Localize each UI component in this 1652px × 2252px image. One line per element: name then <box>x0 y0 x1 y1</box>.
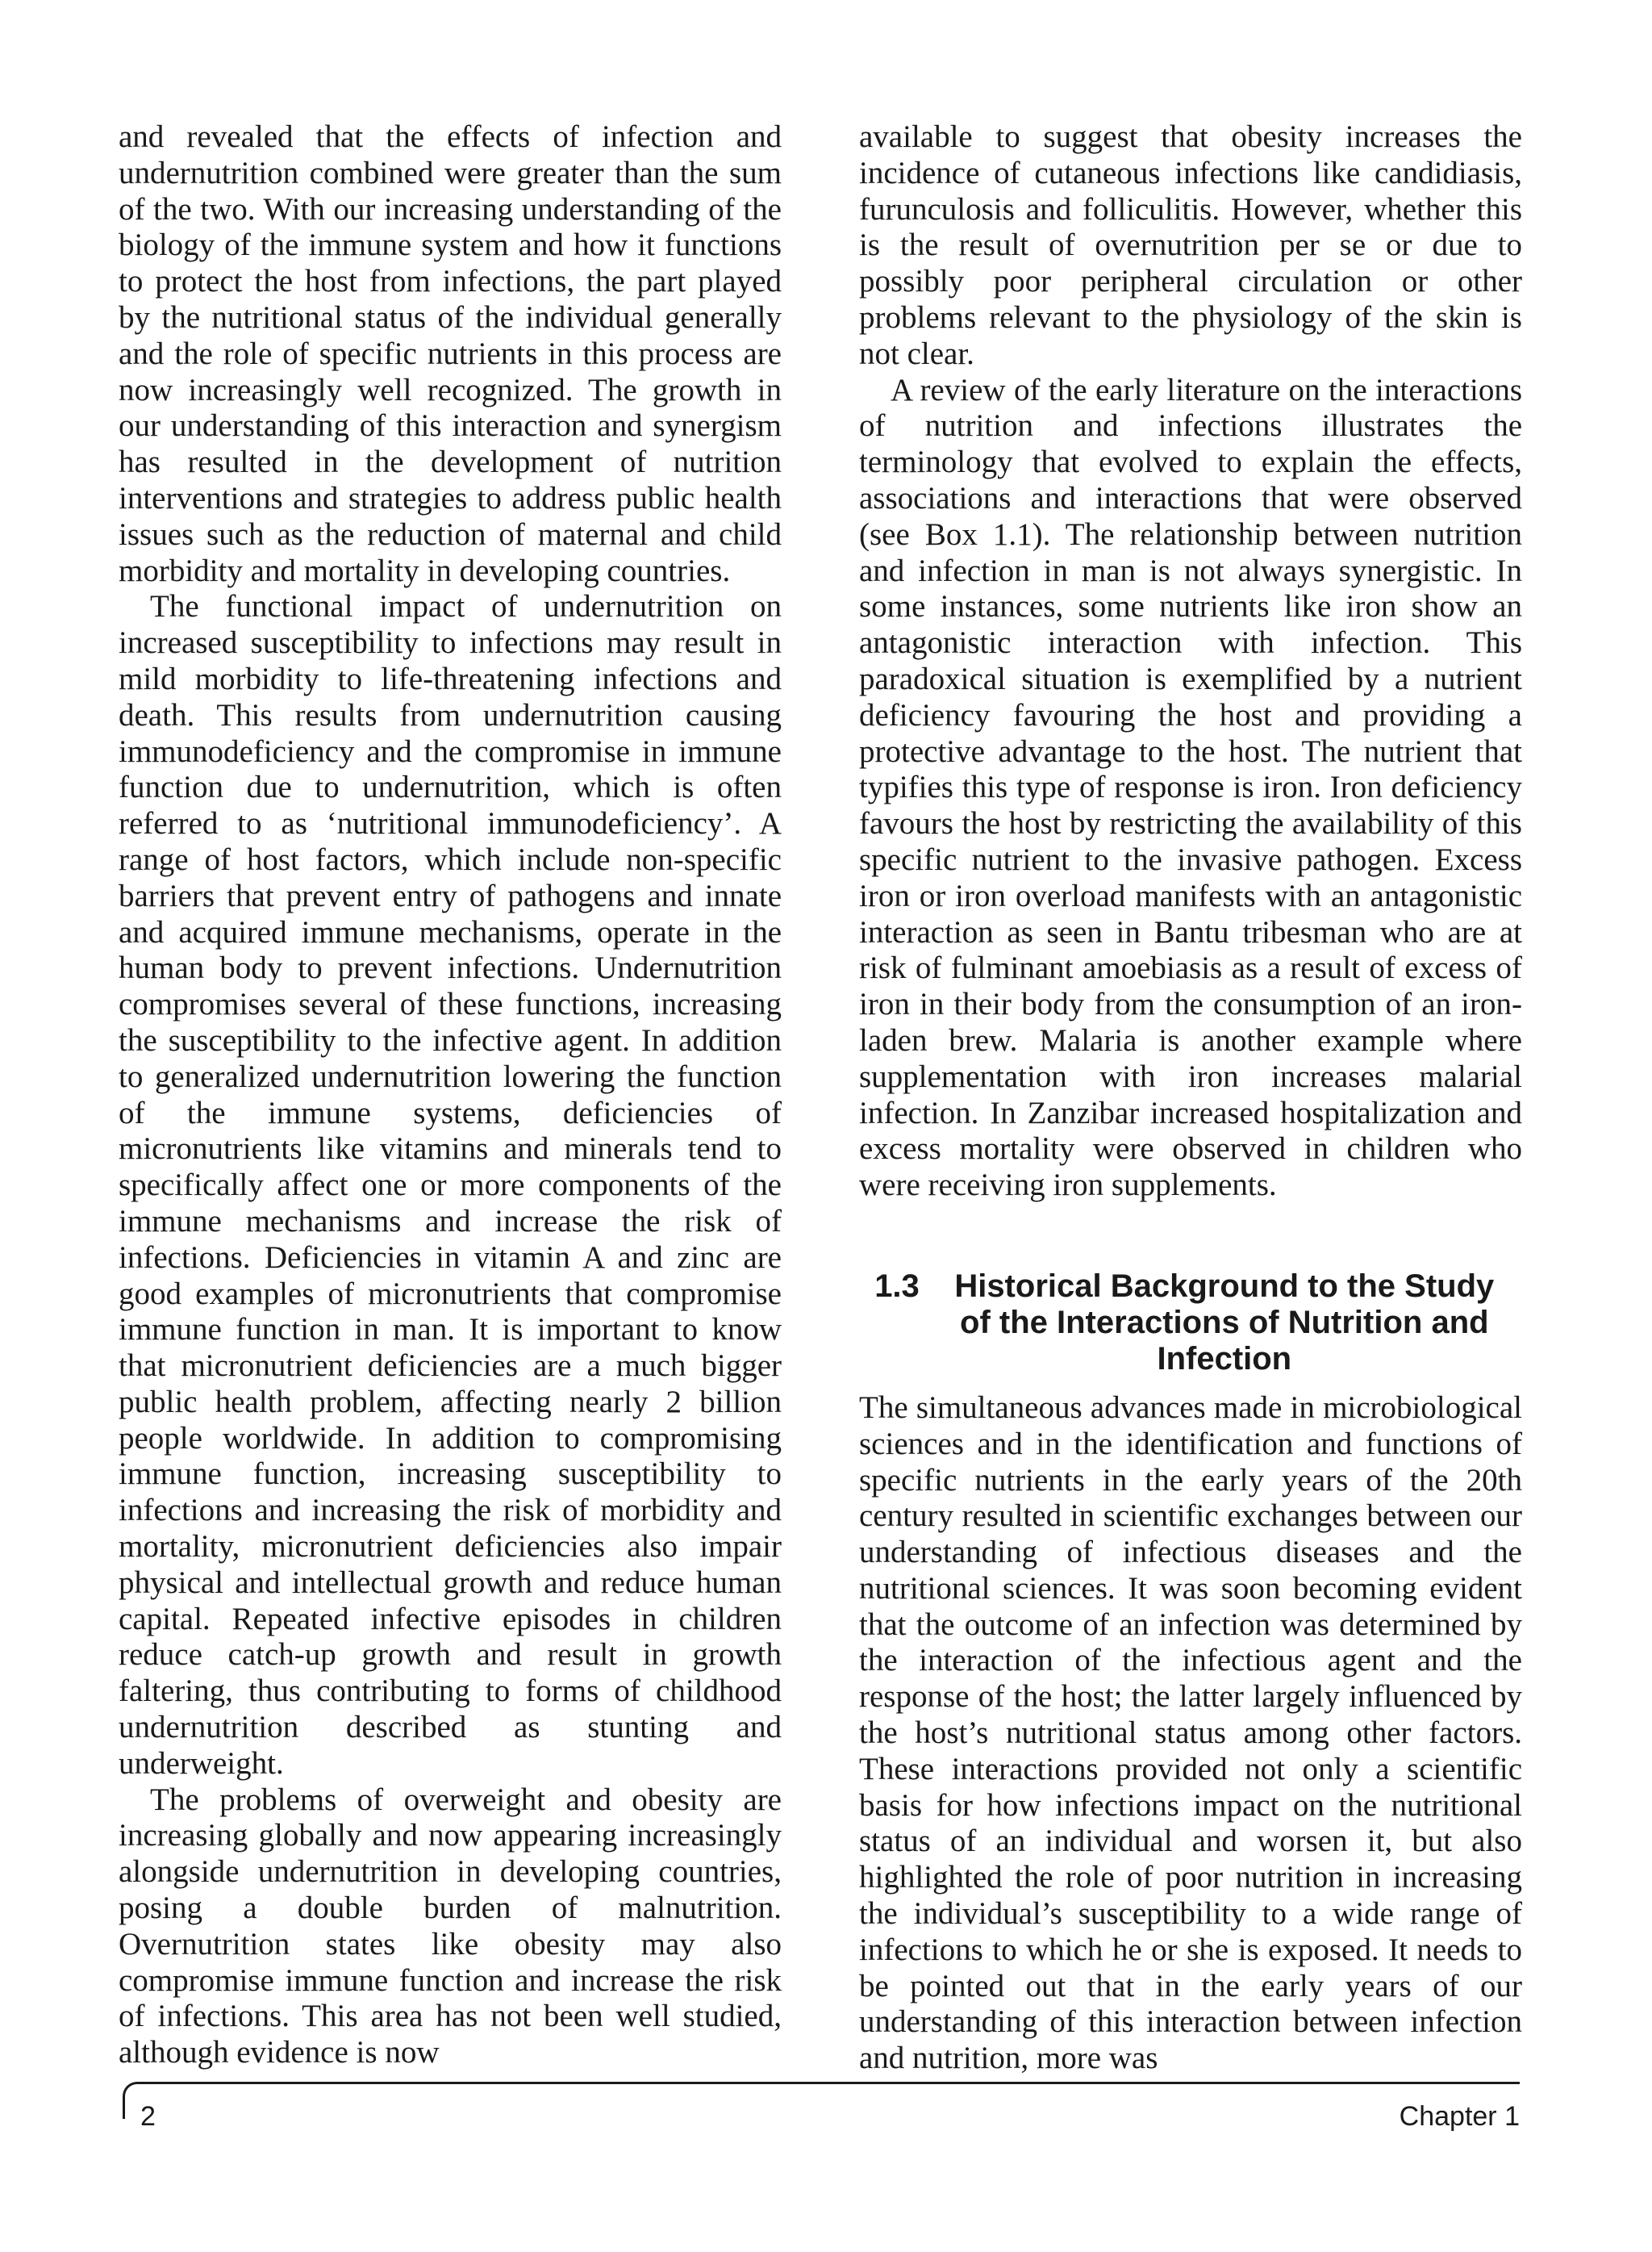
page-number: 2 <box>140 2101 156 2132</box>
paragraph: The problems of overweight and obesity are increasing globally and now appearing increasingly alongside undernutrition in developing countries, posing a double burden of malnutrition. Overnutrition states like obesity may also compromise immune function and increase the risk of infections. This area has not been well studied, although evidence is now <box>119 1782 782 2070</box>
paragraph: available to suggest that obesity increases the incidence of cutaneous infections like candidiasis, furunculosis and folliculitis. However, whether this is the result of overnutrition per se or due to possibly poor peripheral circulation or other problems relevant to the physiology of the skin is not clear. <box>859 119 1522 371</box>
paragraph: The functional impact of undernutrition on increased susceptibility to infections may result in mild morbidity to life-threatening infections and death. This results from undernutrition causing immunodeficiency and the compromise in immune function due to undernutrition, which is often referred to as ‘nutritional immunodeficiency’. A range of host factors, which include non-specific barriers that prevent entry of pathogens and innate and acquired immune mechanisms, operate in the human body to prevent infections. Undernutrition compromises several of these functions, increasing the susceptibility to the infective agent. In addition to generalized undernutrition lowering the function of the immune systems, deficiencies of micronutrients like vitamins and minerals tend to specifically affect one or more components of the immune mechanisms and increase the risk of infections. Deficiencies in vitamin A and zinc are good examples of micronutrients that compromise immune function in man. It is important to know that micronutrient deficiencies are a much bigger public health problem, affecting nearly 2 billion people worldwide. In addition to compromising immune function, increasing susceptibility to infections and increasing the risk of morbidity and mortality, micronutrient deficiencies also impair physical and intellectual growth and reduce human capital. Repeated infective episodes in children reduce catch-up growth and result in growth faltering, thus contributing to forms of childhood undernutrition described as stunting and underweight. <box>119 589 782 1781</box>
section-heading <box>859 1268 1522 1377</box>
footer-rule <box>123 2082 1520 2119</box>
section-number: 1.3 <box>874 1268 920 1304</box>
chapter-label: Chapter 1 <box>1399 2101 1520 2132</box>
paragraph: A review of the early literature on the interactions of nutrition and infections illustrates the terminology that evolved to explain the effects, associations and interactions that were observed (see Box 1.1). The relationship between nutrition and infection in man is not always synergistic. In some instances, some nutrients like iron show an antagonistic interaction with infection. This paradoxical situation is exemplified by a nutrient deficiency favouring the host and providing a protective advantage to the host. The nutrient that typifies this type of response is iron. Iron deficiency favours the host by restricting the availability of this specific nutrient to the invasive pathogen. Excess iron or iron overload manifests with an antagonistic interaction as seen in Bantu tribesman who are at risk of fulminant amoebiasis as a result of excess of iron in their body from the consumption of an iron-laden brew. Malaria is another example where supplementation with iron increases malarial infection. In Zanzibar increased hospitalization and excess mortality were observed in children who were receiving iron supplements. <box>859 372 1522 1203</box>
left-column <box>119 119 782 2071</box>
paragraph: and revealed that the effects of infection and undernutrition combined were greater than the sum of the two. With our increasing understanding of the biology of the immune system and how it functions to protect the host from infections, the part played by the nutritional status of the individual generally and the role of specific nutrients in this process are now increasingly well recognized. The growth in our understanding of this interaction and synergism has resulted in the development of nutrition interventions and strategies to address public health issues such as the reduction of maternal and child morbidity and mortality in developing countries. <box>119 119 782 588</box>
paragraph: The simultaneous advances made in microbiological sciences and in the identification and functions of specific nutrients in the early years of the 20th century resulted in scientific exchanges between our understanding of infectious diseases and the nutritional sciences. It was soon becoming evident that the outcome of an infection was determined by the interaction of the infectious agent and the response of the host; the latter largely influenced by the host’s nutritional status among other factors. These interactions provided not only a scientific basis for how infections impact on the nutritional status of an individual and worsen it, but also highlighted the role of poor nutrition in increasing the individual’s susceptibility to a wide range of infections to which he or she is exposed. It needs to be pointed out that in the early years of our understanding of this interaction between infection and nutrition, more was <box>859 1389 1522 2076</box>
section-title: Historical Background to the Study of the Interactions of Nutrition and Infection <box>954 1268 1495 1377</box>
right-column <box>859 119 1522 2077</box>
